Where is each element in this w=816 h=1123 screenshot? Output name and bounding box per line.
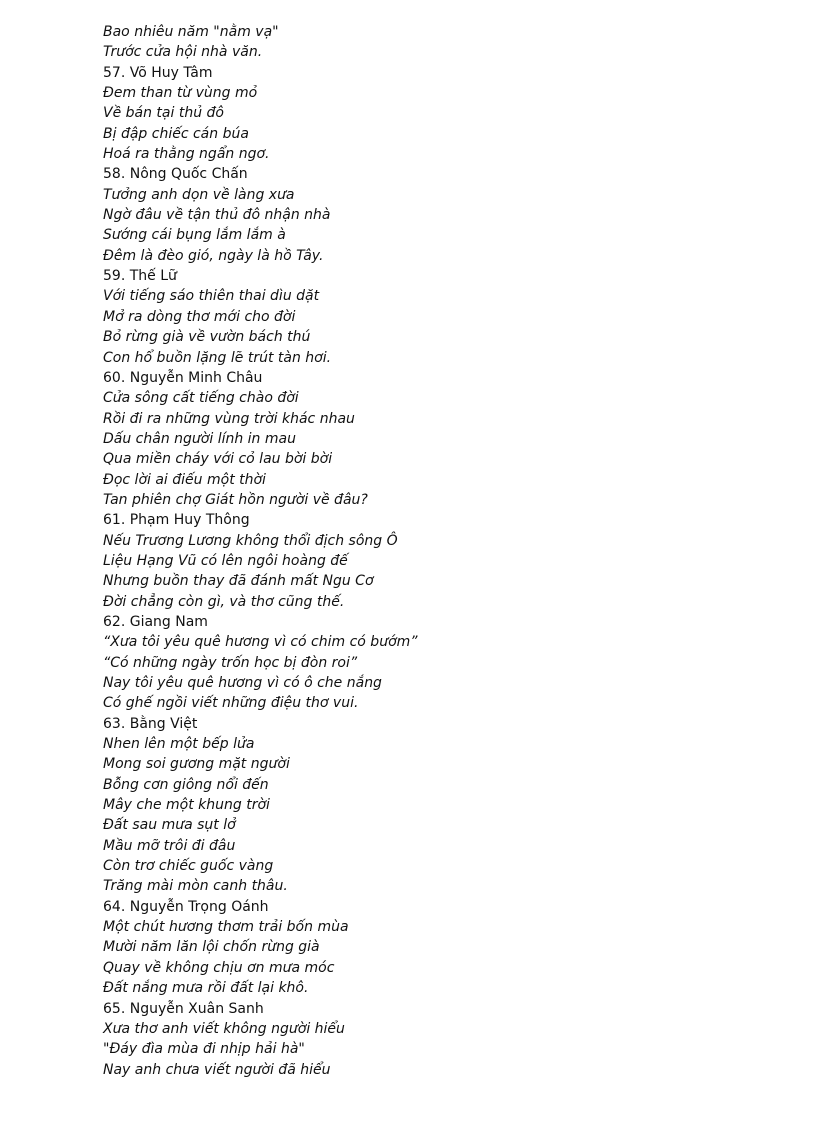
poem-line: Liệu Hạng Vũ có lên ngôi hoàng đế xyxy=(103,552,348,569)
poem-line: Mây che một khung trời xyxy=(103,797,270,814)
poem-line: Đất sau mưa sụt lở xyxy=(103,817,236,834)
poem-line: Bỗng cơn giông nổi đến xyxy=(103,776,269,793)
poem-line: Với tiếng sáo thiên thai dìu dặt xyxy=(103,288,320,305)
poem-line: Đời chẳng còn gì, và thơ cũng thế. xyxy=(103,593,345,610)
poem-line: Đất nắng mưa rồi đất lại khô. xyxy=(103,980,309,997)
poem-line: Mong soi gương mặt người xyxy=(103,756,290,773)
poem-line: Trăng mài mòn canh thâu. xyxy=(103,878,288,895)
poem-line: Đêm là đèo gió, ngày là hồ Tây. xyxy=(103,247,324,264)
poem-line: Bị đập chiếc cán búa xyxy=(103,125,249,142)
poem-line: Con hổ buồn lặng lẽ trút tàn hơi. xyxy=(103,349,332,366)
poem-line: Mầu mỡ trôi đi đâu xyxy=(103,837,236,854)
poem-line: Bao nhiêu năm "nằm vạ" xyxy=(103,24,279,40)
poem-line: Có ghế ngồi viết những điệu thơ vui. xyxy=(103,695,359,712)
poem-line: Nay tôi yêu quê hương vì có ô che nắng xyxy=(103,675,382,691)
poem-line: Đọc lời ai điếu một thời xyxy=(103,471,266,488)
poem-line: Về bán tại thủ đô xyxy=(103,105,224,122)
poem-line: Nếu Trương Lương không thổi địch sông Ô xyxy=(103,532,398,549)
poem-line: Rồi đi ra những vùng trời khác nhau xyxy=(103,410,355,427)
poem-heading: 58. Nông Quốc Chấn xyxy=(103,166,248,183)
poem-line: “Có những ngày trốn học bị đòn roi” xyxy=(103,654,358,671)
poem-line: Sướng cái bụng lắm lắm à xyxy=(103,227,286,244)
poem-heading: 63. Bằng Việt xyxy=(103,715,198,732)
poem-line: Ngờ đâu về tận thủ đô nhận nhà xyxy=(103,207,331,224)
poem-line: Qua miền cháy với cỏ lau bời bời xyxy=(103,451,333,468)
poem-line: Quay về không chịu ơn mưa móc xyxy=(103,959,335,976)
poem-line: Trước cửa hội nhà văn. xyxy=(103,44,263,61)
poem-heading: 61. Phạm Huy Thông xyxy=(103,512,250,529)
poem-line: Nay anh chưa viết người đã hiểu xyxy=(103,1061,331,1078)
poem-line: Nhưng buồn thay đã đánh mất Ngu Cơ xyxy=(103,573,374,590)
poem-line: Mười năm lăn lội chốn rừng già xyxy=(103,939,320,956)
poem-line: Đem than từ vùng mỏ xyxy=(103,85,258,102)
poem-heading: 57. Võ Huy Tâm xyxy=(103,64,213,81)
poem-heading: 65. Nguyễn Xuân Sanh xyxy=(103,1000,264,1017)
poem-line: “Xưa tôi yêu quê hương vì có chim có bướm” xyxy=(103,634,418,651)
poem-line: Còn trơ chiếc guốc vàng xyxy=(103,858,274,875)
poem-line: Hoá ra thằng ngẩn ngơ. xyxy=(103,146,270,163)
poem-line: Tưởng anh dọn về làng xưa xyxy=(103,186,295,203)
poem-heading: 59. Thế Lữ xyxy=(103,268,177,285)
poem-heading: 62. Giang Nam xyxy=(103,613,208,630)
poem-line: Tan phiên chợ Giát hồn người về đâu? xyxy=(103,491,368,508)
poem-page xyxy=(103,22,783,1080)
poem-line: "Đáy đìa mùa đi nhịp hải hà" xyxy=(103,1041,305,1058)
poem-line: Dấu chân người lính in mau xyxy=(103,430,296,447)
poem-heading: 64. Nguyễn Trọng Oánh xyxy=(103,898,269,915)
poem-line: Một chút hương thơm trải bốn mùa xyxy=(103,919,349,936)
poem-line: Mở ra dòng thơ mới cho đời xyxy=(103,308,296,325)
poem-line: Bỏ rừng già về vườn bách thú xyxy=(103,329,311,346)
poem-line: Nhen lên một bếp lửa xyxy=(103,736,255,753)
poem-heading: 60. Nguyễn Minh Châu xyxy=(103,369,263,386)
poem-line: Xưa thơ anh viết không người hiểu xyxy=(103,1020,345,1037)
poem-line: Cửa sông cất tiếng chào đời xyxy=(103,390,299,407)
